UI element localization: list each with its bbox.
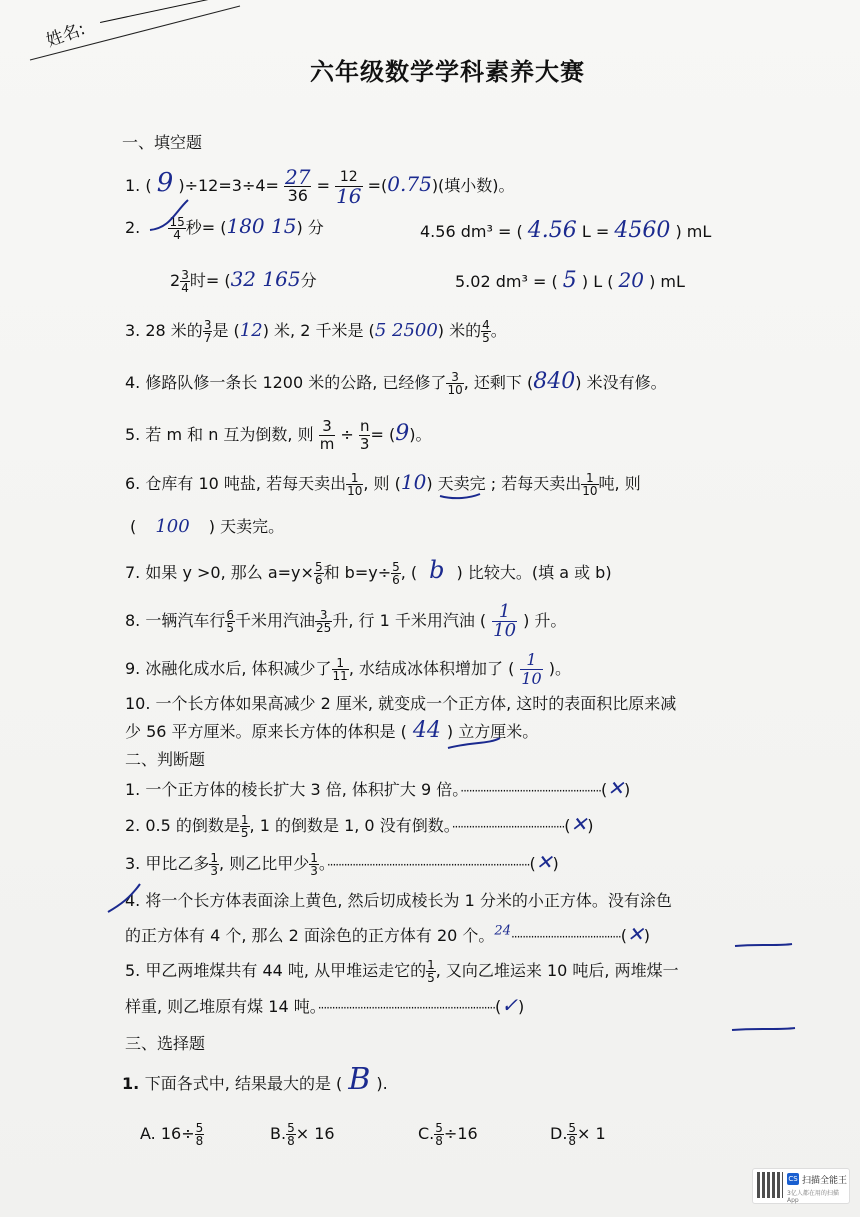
judge-j5-line1: 5. 甲乙两堆煤共有 44 吨, 从甲堆运走它的 $\frac{1}{5}$ , 又向乙堆运来 10 吨后, 两堆煤一 [125,958,679,985]
fill-q4: 4. 修路队修一条长 1200 米的公路, 已经修了 $\frac{3}{10}$ , 还剩下 (840) 米没有修。 [125,369,667,397]
pen-stroke-q2 [150,200,188,230]
answer-q5: 9 [395,421,410,446]
fill-q10-line1: 10. 一个长方体如果高减少 2 厘米, 就变成一个正方体, 这时的表面积比原来减 [125,694,677,713]
choice-option-a: A. 16÷ $\frac{5}{8}$ [140,1121,204,1148]
scanner-name: 扫描全能王 [802,1176,848,1186]
handwritten-note-24: 24 [494,923,511,939]
answer-q1-a: 9 [156,168,174,198]
answer-q9: $\frac{1}{10}$ [521,650,542,688]
answer-q8: $\frac{1}{10}$ [493,601,517,641]
answer-q2-d1: 5 [562,268,577,293]
name-label: 姓名: [43,19,88,52]
choice-option-c: C. $\frac{5}{8}$ ÷16 [418,1121,478,1148]
answer-j3: ✕ [535,850,553,874]
fill-q3: 3. 28 米的 $\frac{3}{7}$ 是 (12) 米, 2 千米是 (5 2500) 米的 $\frac{4}{5}$ 。 [125,318,507,345]
pen-stroke-j5 [732,1028,795,1030]
answer-q4: 840 [533,369,576,394]
answer-c1: B [348,1062,371,1097]
judge-j2: 2. 0.5 的倒数是 $\frac{1}{5}$ , 1 的倒数是 1, 0 没有倒数。········································(✕) [125,812,594,840]
judge-j4-line1: 4. 将一个长方体表面涂上黄色, 然后切成棱长为 1 分米的小正方体。没有涂色 [125,891,672,910]
judge-j3: 3. 甲比乙多 $\frac{1}{3}$ , 则乙比甲少 $\frac{1}{3}$ 。········································································(✕) [125,850,559,878]
answer-q2-a: 180 15 [226,214,297,238]
answer-q2-d2: 20 [618,268,644,292]
pen-underline-q10 [448,738,500,748]
choice-option-b: B. $\frac{5}{8}$ × 16 [270,1121,335,1148]
answer-q6-b: 100 [155,516,190,537]
section-choice-title: 三、选择题 [125,1034,206,1053]
fill-q6: 6. 仓库有 10 吨盐, 若每天卖出 $\frac{1}{10}$ , 则 (10) 天卖完 ; 若每天卖出 $\frac{1}{10}$ 吨, 则 [125,470,641,498]
fill-q10-line2: 少 56 平方厘米。原来长方体的体积是 ( 44 ) 立方厘米。 [125,718,539,743]
answer-q2-c: 32 165 [230,267,301,291]
fill-q9: 9. 冰融化成水后, 体积减少了 $\frac{1}{11}$ , 水结成冰体积增加了 ( $\frac{1}{10}$ )。 [125,650,571,688]
fill-q1: 1. ( 9 )÷12=3÷4= $\frac{27}{36}$ = $\frac{12}{16}$ =(0.75)(填小数)。 [125,165,515,208]
pen-check-j4 [108,884,140,912]
answer-q2-b2: 4560 [614,218,671,243]
pen-stroke-j4 [735,944,792,946]
section-fill-title: 一、填空题 [122,133,203,152]
page-title: 六年级数学学科素养大赛 [310,58,585,86]
fill-q2-b: 4.56 dm³ = ( 4.56 L = 4560 ) mL [420,218,712,243]
fill-q5: 5. 若 m 和 n 互为倒数, 则 $\frac{3}{m}$ ÷ $\frac{n}{3}$ = (9)。 [125,417,432,453]
choice-c1: 1. 下面各式中, 结果最大的是 ( B ). [122,1062,388,1097]
answer-q3-b: 5 2500 [374,320,438,341]
choice-option-d: D. $\frac{5}{8}$ × 1 [550,1121,606,1148]
name-underline [30,6,240,60]
scanner-tagline: 3亿人都在用的扫描App [787,1190,839,1204]
scanner-logo-icon: CS [788,1175,798,1183]
answer-j4: ✕ [626,922,644,946]
answer-q3-a: 12 [239,320,263,341]
section-judge-title: 二、判断题 [125,750,206,769]
pen-underline-q6 [440,494,480,498]
answer-j2: ✕ [570,812,588,836]
fill-q2-c: 2 $\frac{3}{4}$ 时= (32 165分 [170,267,317,295]
qr-code-icon [757,1172,783,1198]
answer-q2-b1: 4.56 [527,218,577,243]
fill-q8: 8. 一辆汽车行 $\frac{6}{5}$ 千米用汽油 $\frac{3}{25}$ 升, 行 1 千米用汽油 ( $\frac{1}{10}$ ) 升。 [125,601,567,641]
fill-q7: 7. 如果 y >0, 那么 a=y× $\frac{5}{6}$ 和 b=y÷ $\frac{5}{6}$ , ( b ) 比较大。(填 a 或 b) [125,556,612,587]
answer-q6-a: 10 [400,470,427,494]
judge-j5-line2: 样重, 则乙堆原有煤 14 吨。·······························································(✓) [125,993,525,1017]
judge-j4-line2: 的正方体有 4 个, 那么 2 面涂色的正方体有 20 个。$^{24}$·······································(✕) [125,922,650,946]
fill-q6-b: ( 100 ) 天卖完。 [130,516,285,537]
answer-j1: ✕ [607,776,624,800]
answer-j5: ✓ [501,993,519,1017]
fill-q2-d: 5.02 dm³ = ( 5 ) L ( 20 ) mL [455,268,685,293]
answer-q7: b [429,556,445,584]
answer-q10: 44 [412,718,441,743]
fill-q2-a: 2. $\frac{15}{4}$ 秒= (180 15) 分 [125,214,324,242]
scanner-watermark [752,1168,850,1204]
answer-q1-c: 0.75 [387,172,432,196]
judge-j1: 1. 一个正方体的棱长扩大 3 倍, 体积扩大 9 倍。··················································(✕) [125,776,631,800]
